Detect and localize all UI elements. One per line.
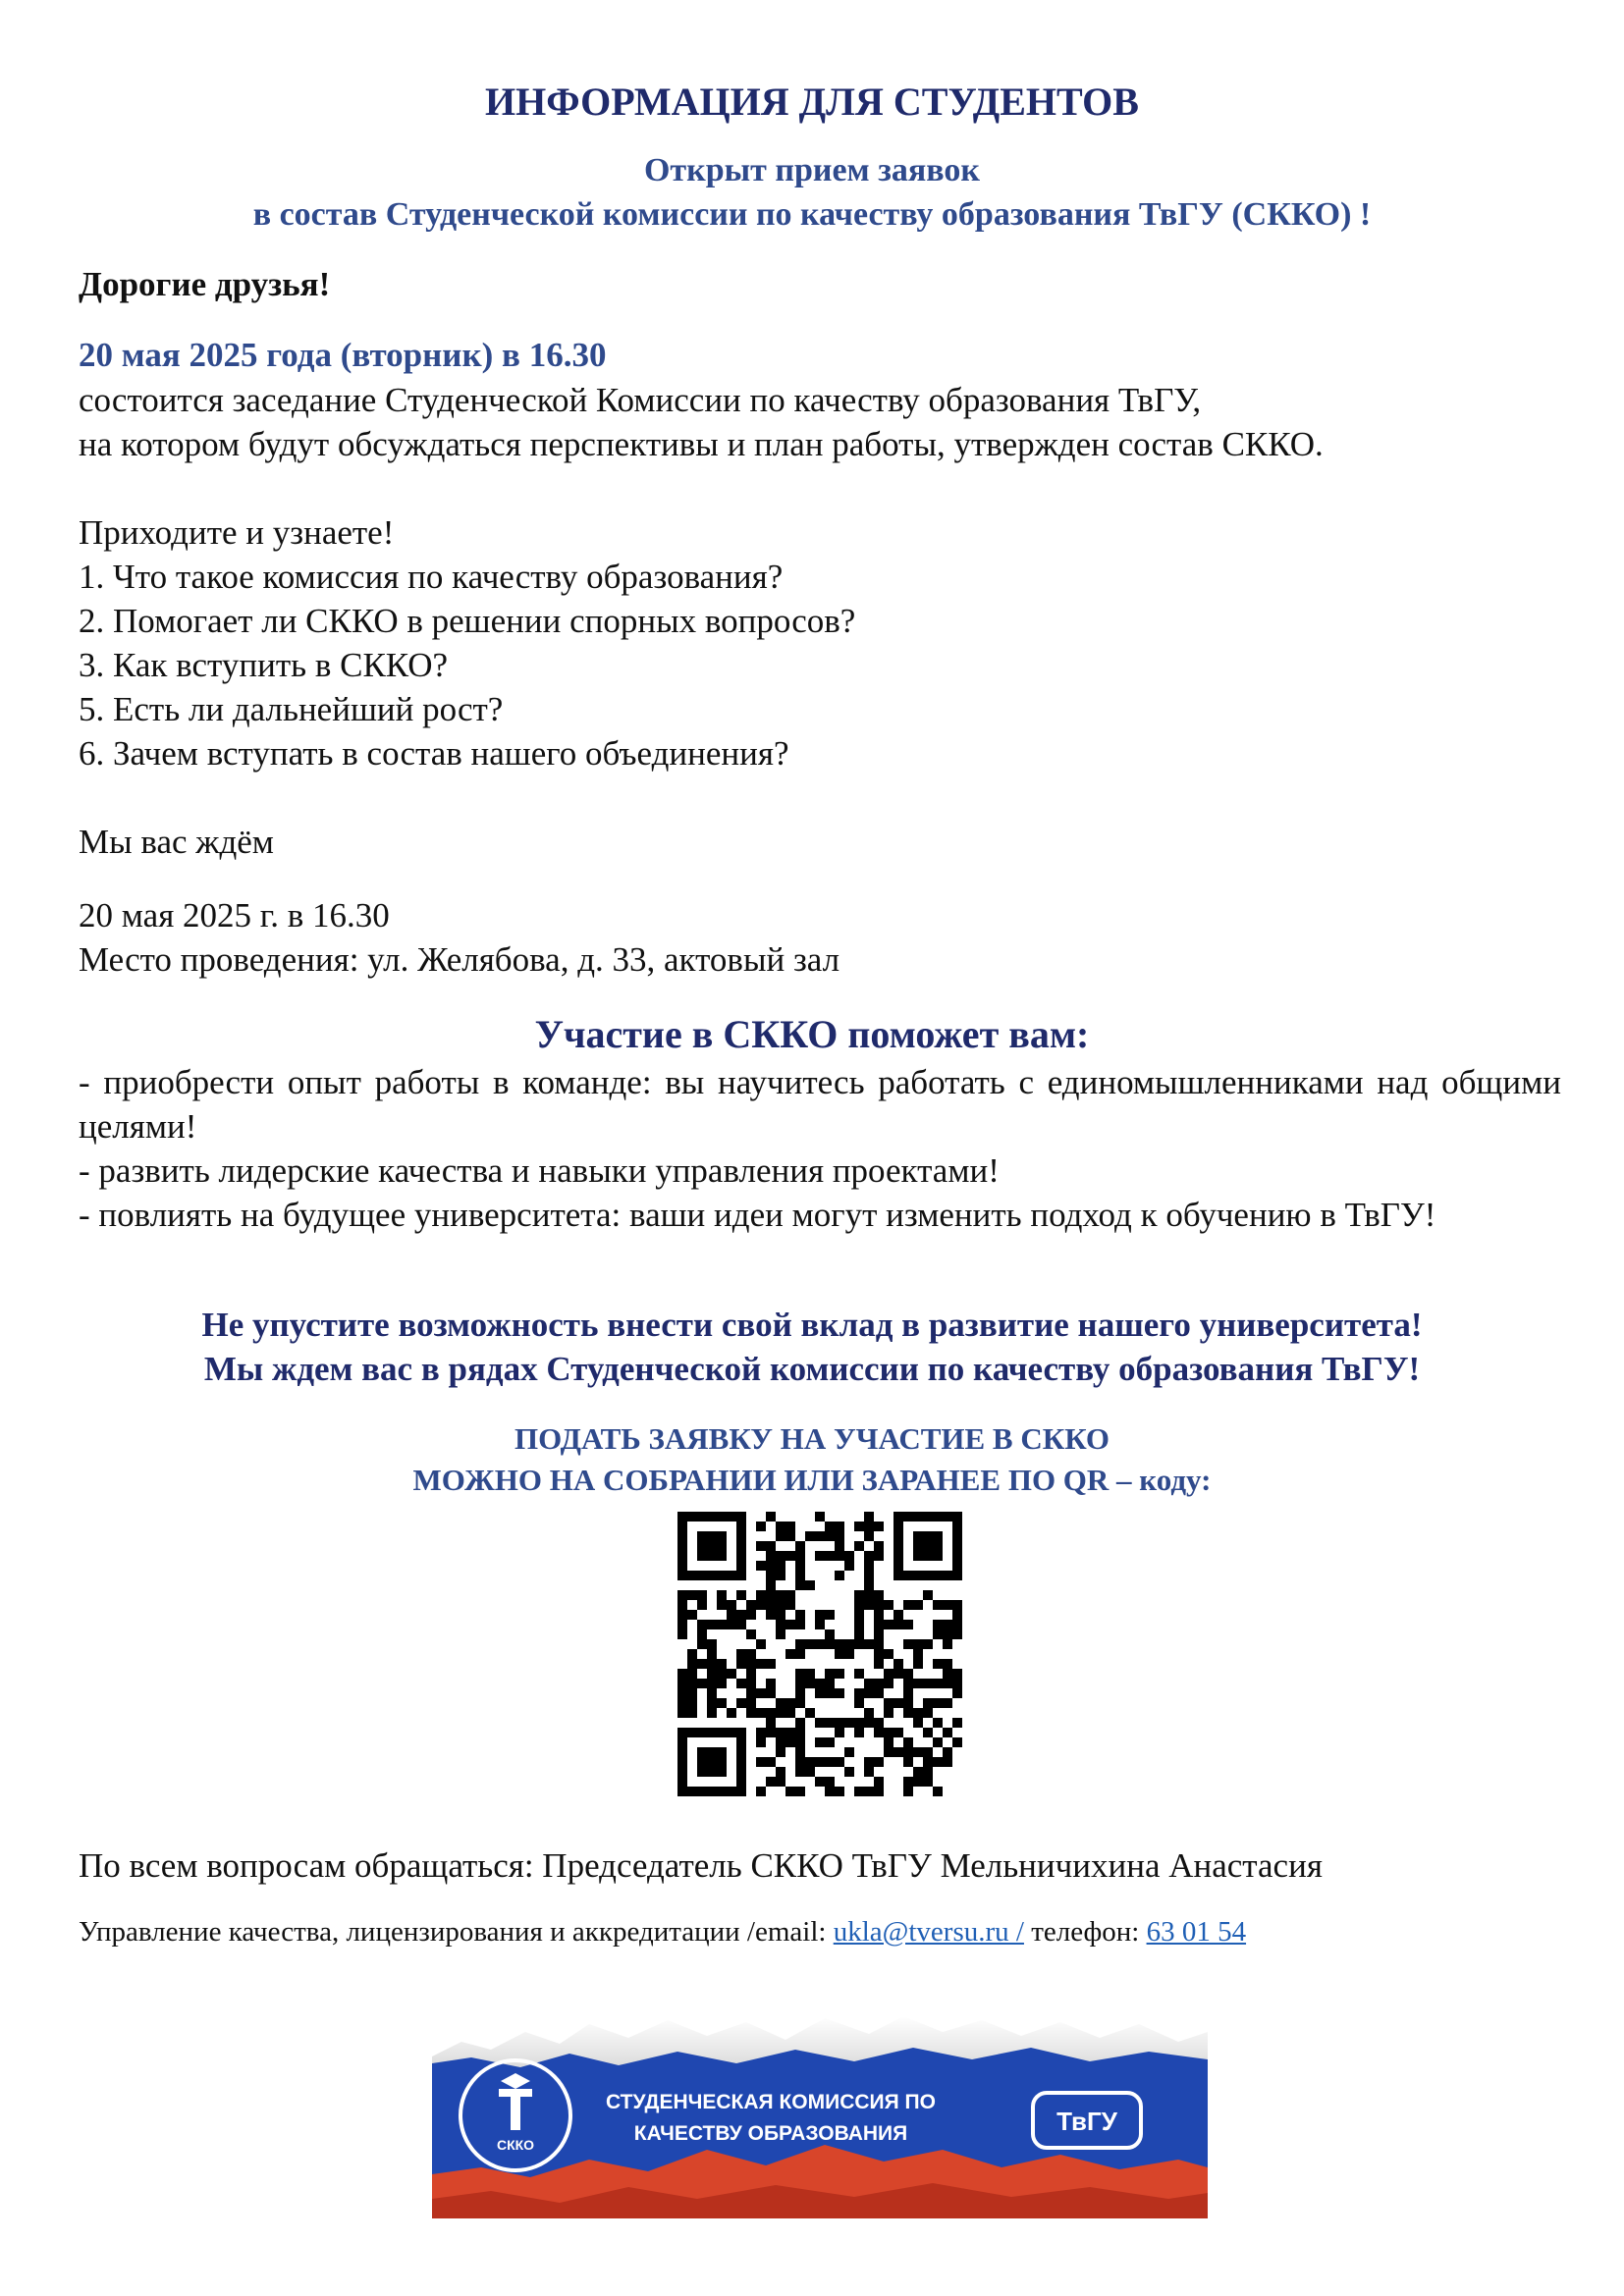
banner-logo-text: СККО — [496, 2137, 535, 2153]
event-date: 20 мая 2025 года (вторник) в 16.30 — [79, 336, 607, 374]
skko-banner — [432, 2002, 1208, 2218]
qr-code-icon — [677, 1512, 962, 1796]
venue-datetime: 20 мая 2025 г. в 16.30 — [79, 896, 390, 934]
department-text: Управление качества, лицензирования и аккредитации /email: — [79, 1916, 834, 1948]
question-item: 6. Зачем вступать в состав нашего объединения? — [79, 734, 789, 773]
call-line-1: Не упустите возможность внести свой вклад в развитие нашего университета! — [201, 1306, 1423, 1344]
email-link[interactable]: ukla@tversu.ru / — [833, 1916, 1024, 1948]
banner-badge: ТвГУ — [1056, 2107, 1117, 2136]
benefits-heading: Участие в СККО поможет вам: — [534, 1012, 1090, 1056]
banner-text-line-1: СТУДЕНЧЕСКАЯ КОМИССИЯ ПО — [606, 2091, 936, 2113]
phone-link[interactable]: 63 01 54 — [1146, 1916, 1247, 1948]
event-description-1: состоится заседание Студенческой Комиссии по качеству образования ТвГУ, — [79, 381, 1202, 419]
question-item: 3. Как вступить в СККО? — [79, 646, 449, 684]
question-item: 2. Помогает ли СККО в решении спорных вопросов? — [79, 602, 856, 640]
venue-place: Место проведения: ул. Желябова, д. 33, актовый зал — [79, 940, 840, 979]
banner-text-line-2: КАЧЕСТВУ ОБРАЗОВАНИЯ — [633, 2122, 908, 2145]
benefit-item: - повлиять на будущее университета: ваши идеи могут изменить подход к обучению в ТвГУ! — [79, 1196, 1436, 1234]
call-line-2: Мы ждем вас в рядах Студенческой комиссии по качеству образования ТвГУ! — [203, 1350, 1421, 1388]
contact-line: По всем вопросам обращаться: Председатель СККО ТвГУ Мельничихина Анастасия — [79, 1846, 1323, 1885]
event-description-2: на котором будут обсуждаться перспективы и план работы, утвержден состав СККО. — [79, 425, 1324, 463]
page-title: ИНФОРМАЦИЯ ДЛЯ СТУДЕНТОВ — [485, 80, 1139, 124]
greeting: Дорогие друзья! — [79, 265, 331, 303]
waiting-text: Мы вас ждём — [79, 823, 274, 861]
apply-line-1: ПОДАТЬ ЗАЯВКУ НА УЧАСТИЕ В СККО — [514, 1421, 1110, 1456]
apply-line-2: МОЖНО НА СОБРАНИИ ИЛИ ЗАРАНЕЕ ПО QR – коду: — [412, 1463, 1212, 1497]
question-item: 5. Есть ли дальнейший рост? — [79, 690, 504, 728]
banner-graphic — [432, 2002, 1208, 2218]
phone-label: телефон: — [1023, 1916, 1147, 1948]
contact-details — [79, 1912, 1561, 1951]
benefit-item: - приобрести опыт работы в команде: вы научитесь работать с единомышленниками над общими целями! — [79, 1063, 1561, 1146]
question-item: 1. Что такое комиссия по качеству образования? — [79, 558, 784, 596]
qr-code[interactable] — [677, 1512, 962, 1796]
questions-intro: Приходите и узнаете! — [79, 513, 395, 552]
benefit-item: - развить лидерские качества и навыки управления проектами! — [79, 1151, 1000, 1190]
subtitle-line-1: Открыт прием заявок — [643, 152, 980, 188]
subtitle-line-2: в состав Студенческой комиссии по качеству образования ТвГУ (СККО) ! — [252, 196, 1372, 233]
